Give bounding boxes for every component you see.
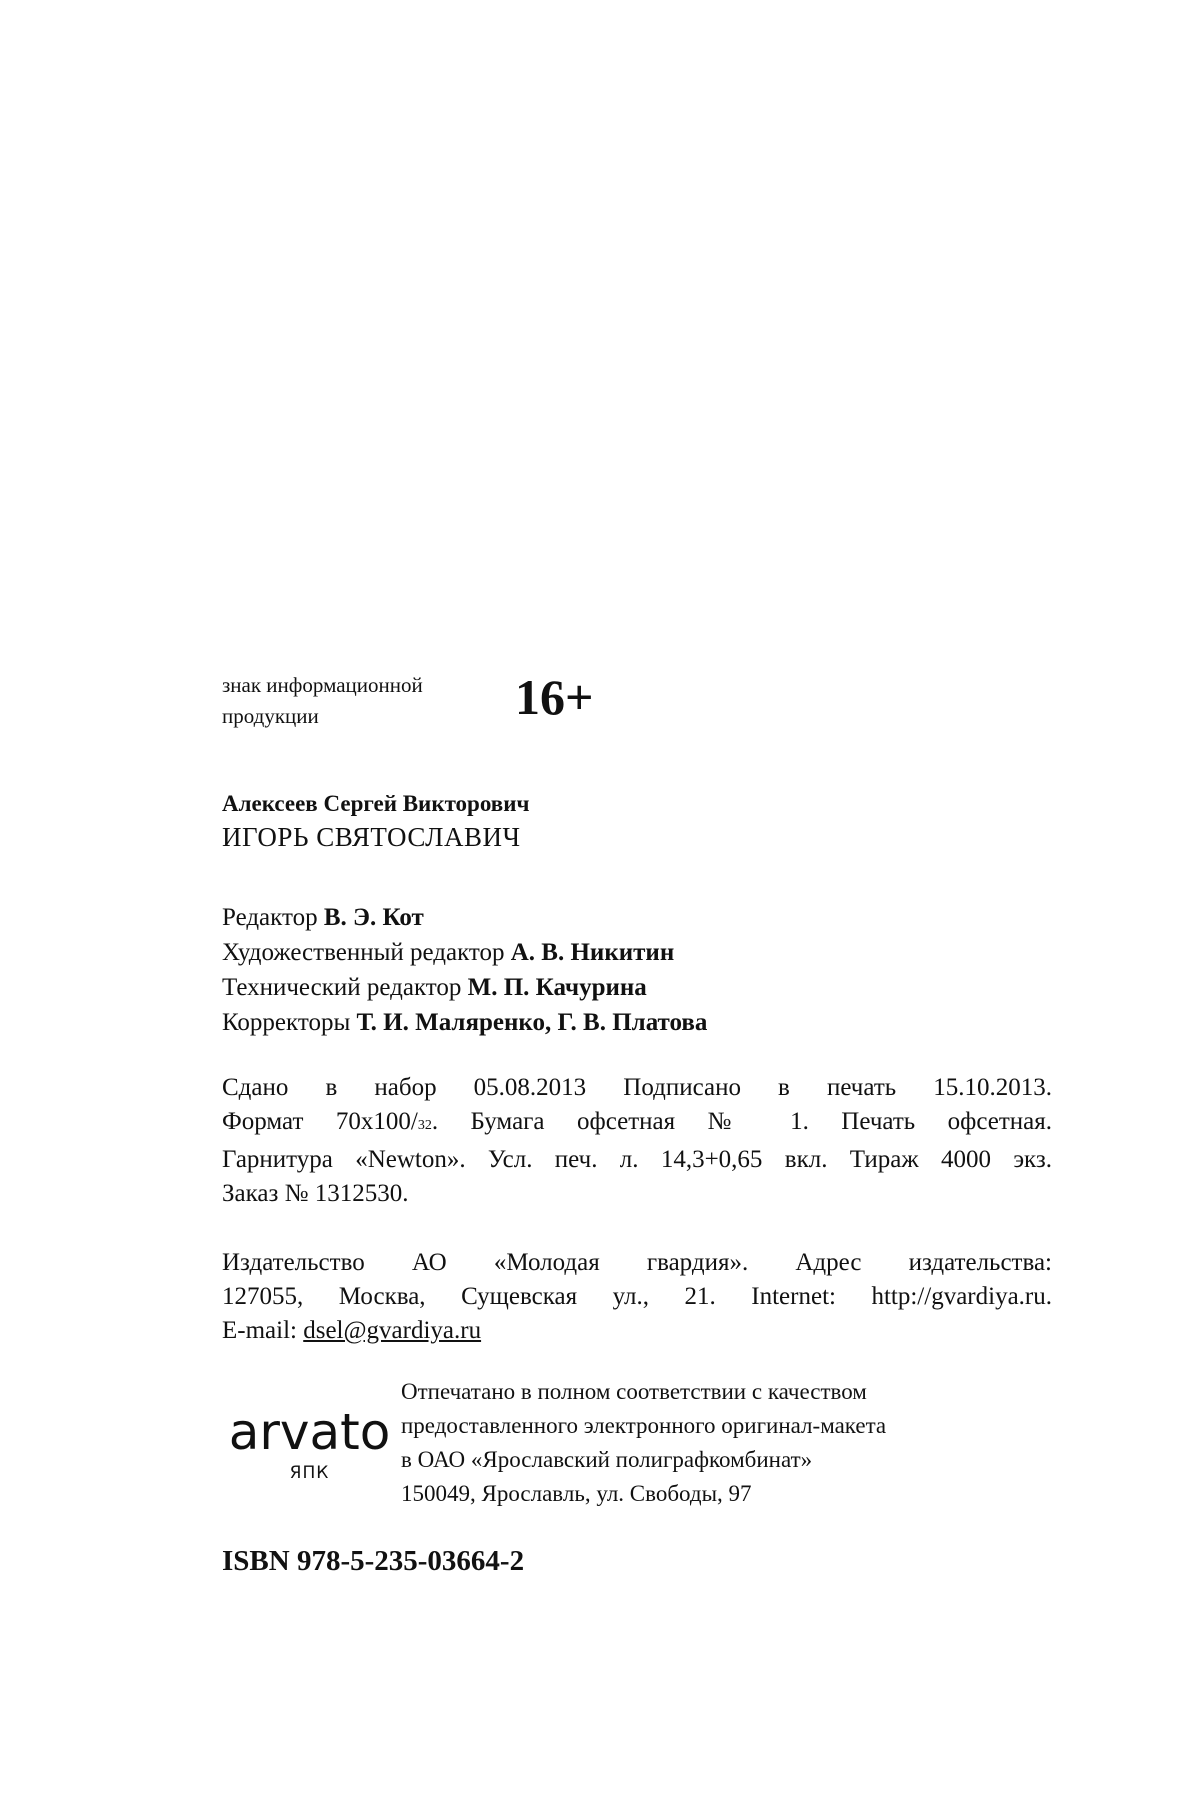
credit-tech-editor [222, 970, 1052, 1005]
credit-name: А. В. Никитин [510, 939, 675, 966]
printer-line: 150049, Ярославль, ул. Свободы, 97 [401, 1481, 752, 1506]
age-rating-mark [222, 670, 1052, 732]
publisher-line: 127055, Москва, Сущевская ул., 21. Internet: http://gvardiya.ru. [222, 1283, 1052, 1310]
email-label: E-mail: [222, 1317, 304, 1344]
credit-name: Т. И. Маляренко, Г. В. Платова [356, 1009, 708, 1036]
imprint-format-post: . Бумага офсетная № 1. Печать офсетная. [431, 1108, 1052, 1135]
printer-line: предоставленного электронного оригинал-макета [401, 1413, 887, 1438]
printer-line: Отпечатано в полном соответствии с качеством [401, 1379, 867, 1404]
age-rating-label [222, 670, 507, 732]
credits-block [222, 900, 1052, 1040]
isbn: ISBN 978-5-235-03664-2 [222, 1545, 525, 1577]
credit-role: Художественный редактор [222, 939, 505, 966]
credit-name: В. Э. Кот [323, 904, 424, 931]
arvato-logo [222, 1375, 397, 1485]
imprint-format-fraction: 32 [417, 1118, 432, 1133]
credit-art-editor [222, 935, 1052, 970]
imprint-line: Гарнитура «Newton». Усл. печ. л. 14,3+0,65 вкл. Тираж 4000 экз. [222, 1146, 1052, 1173]
credit-editor [222, 900, 1052, 935]
printer-block [222, 1375, 1052, 1511]
credit-role: Технический редактор [222, 974, 462, 1001]
printer-info [401, 1375, 886, 1511]
logo-wordmark: arvato [228, 1403, 391, 1461]
credit-role: Редактор [222, 904, 318, 931]
colophon-page [222, 670, 1052, 1580]
imprint-format-pre: Формат 70х100/ [222, 1108, 418, 1135]
credit-proofreaders [222, 1005, 1052, 1040]
imprint-block [222, 1071, 1052, 1211]
age-rating-label-line2: продукции [222, 704, 319, 728]
imprint-line [222, 1105, 1052, 1143]
logo-subtitle: ЯПК [289, 1463, 330, 1483]
credit-role: Корректоры [222, 1009, 351, 1036]
publisher-line: Издательство АО «Молодая гвардия». Адрес издательства: [222, 1249, 1052, 1276]
email-link[interactable]: dsel@gvardiya.ru [303, 1317, 482, 1344]
printer-line: в ОАО «Ярославский полиграфкомбинат» [401, 1447, 813, 1472]
imprint-line: Заказ № 1312530. [222, 1180, 409, 1207]
publisher-email-line [222, 1314, 1052, 1348]
publisher-block [222, 1246, 1052, 1348]
imprint-line: Сдано в набор 05.08.2013 Подписано в печать 15.10.2013. [222, 1074, 1052, 1101]
book-title: ИГОРЬ СВЯТОСЛАВИЧ [222, 822, 521, 852]
age-rating-label-line1: знак информационной [222, 673, 423, 697]
credit-name: М. П. Качурина [467, 974, 647, 1001]
book-author: Алексеев Сергей Викторович [222, 791, 530, 816]
age-rating-value: 16+ [515, 669, 594, 725]
